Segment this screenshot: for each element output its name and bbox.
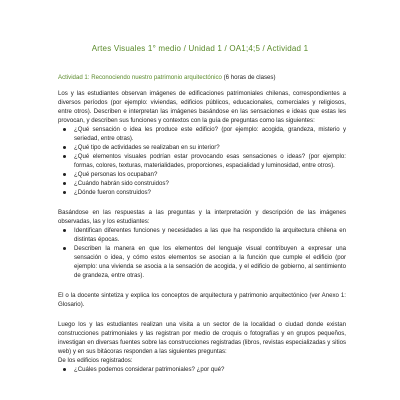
page-header: Artes Visuales 1° medio / Unidad 1 / OA1;4;5 / Actividad 1 bbox=[91, 44, 309, 53]
list-item: ¿Qué elementos visuales podrían estar provocando esas sensaciones o ideas? (por ejemplo: formas, colores, texturas, materialidades, proporciones, espacialidad y luminosidad, entre otros). bbox=[58, 152, 346, 170]
analysis-list bbox=[58, 226, 346, 280]
activity-duration: (6 horas de clases) bbox=[223, 74, 276, 81]
question-list bbox=[58, 125, 346, 197]
building-question-list bbox=[58, 365, 346, 374]
list-item: ¿Cuáles podemos considerar patrimoniales? ¿por qué? bbox=[58, 365, 346, 374]
activity-title-line bbox=[58, 73, 346, 82]
list-item: ¿Dónde fueron construidos? bbox=[58, 188, 346, 197]
activity-title: Actividad 1: Reconociendo nuestro patrimonio arquitectónico bbox=[58, 74, 222, 81]
analysis-paragraph: Basándose en las respuestas a las preguntas y la interpretación y descripción de las imágenes observadas, las y los estudiantes: bbox=[58, 209, 346, 225]
list-item: ¿Qué tipo de actividades se realizaban en su interior? bbox=[58, 143, 346, 152]
buildings-intro: De los edificios registrados: bbox=[58, 357, 133, 364]
document-body bbox=[58, 73, 346, 374]
list-item: Describen la manera en que los elementos del lenguaje visual contribuyen a expresar una sensación o idea, y cómo estos elementos se asocian a la función que cumple el edificio (por ejemplo: una vivienda se asocia a la sensación de acogida, y el edificio de gobierno, al sentimiento de grandeza, entre otras). bbox=[58, 244, 346, 280]
visit-paragraph: Luego los y las estudiantes realizan una visita a un sector de la localidad o ciudad donde existan construcciones patrimoniales y las registran por medio de croquis o fotografías y en grupos pequeños, investigan en diversas fuentes sobre las construcciones registradas (libros, revistas especializadas y sitios web) y en sus bitácoras responden a las siguientes preguntas: bbox=[58, 321, 346, 355]
intro-paragraph: Los y las estudiantes observan imágenes de edificaciones patrimoniales chilenas, correspondientes a diversos períodos (por ejemplo: viviendas, edificios públicos, educacionales, comerciales y religiosos, entre otros). Describen e interpretan las imágenes basándose en las sensaciones e ideas que estas les provocan, y describen sus funciones y contextos con la guía de preguntas como las siguientes: bbox=[58, 90, 346, 124]
teacher-paragraph: El o la docente sintetiza y explica los conceptos de arquitectura y patrimonio arquitectónico (ver Anexo 1: Glosario). bbox=[58, 292, 346, 308]
list-item: ¿Cuándo habrán sido construidos? bbox=[58, 179, 346, 188]
list-item: ¿Qué sensación o idea les produce este edificio? (por ejemplo: acogida, grandeza, misterio y seriedad, entre otras). bbox=[58, 125, 346, 143]
list-item: ¿Qué personas los ocupaban? bbox=[58, 170, 346, 179]
list-item: Identifican diferentes funciones y necesidades a las que ha respondido la arquitectura chilena en distintas épocas. bbox=[58, 226, 346, 244]
